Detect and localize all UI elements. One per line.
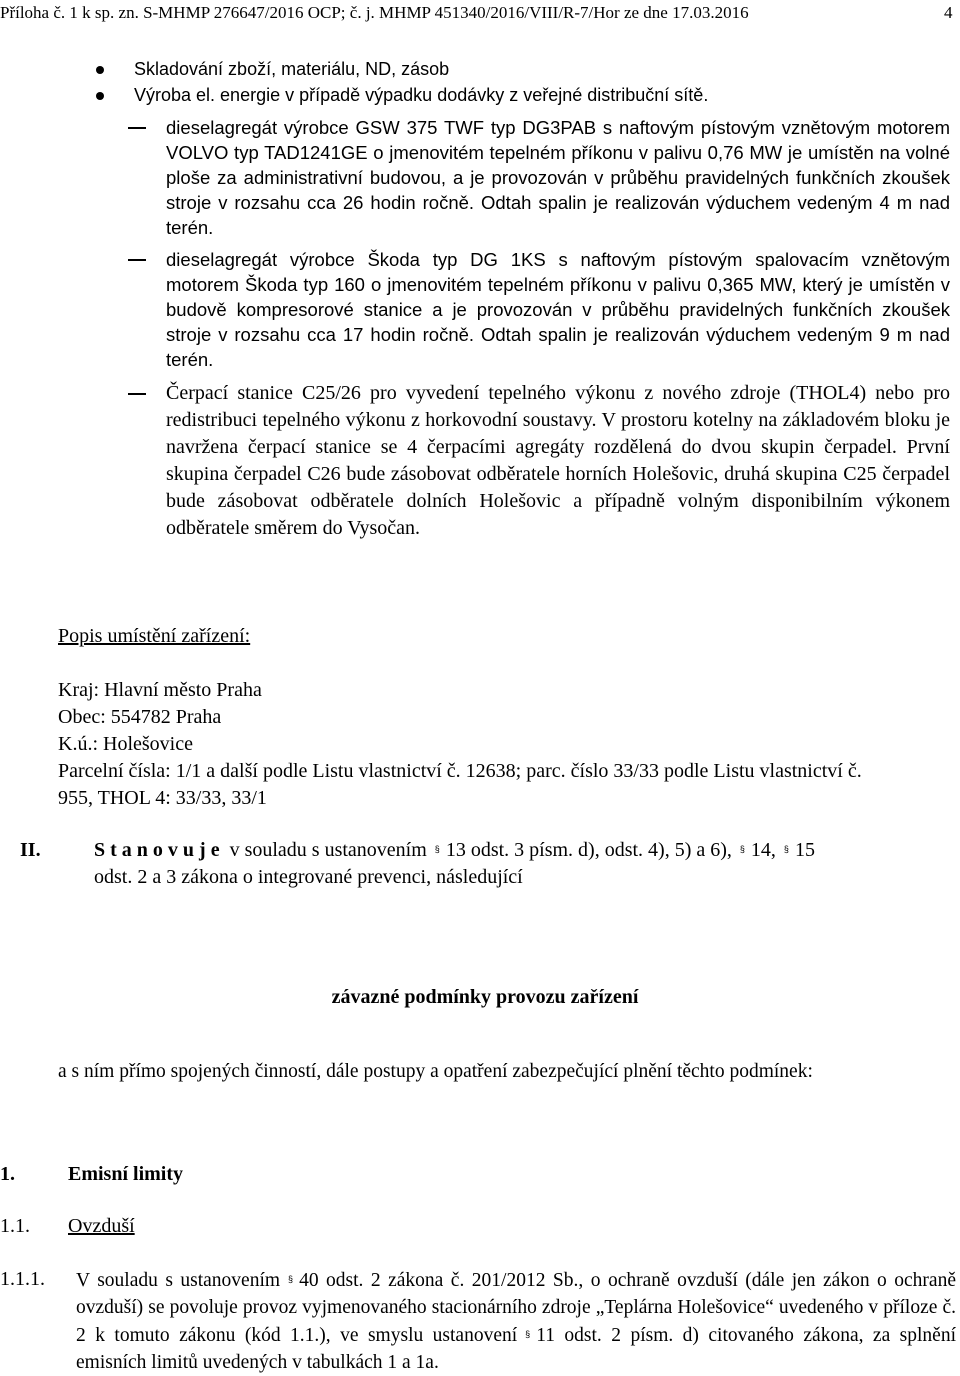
bullet-dot-icon (96, 92, 104, 100)
paragraph-sign-icon: § (525, 1329, 531, 1339)
section-1-1-1-paragraph: V souladu s ustanovením § 40 odst. 2 zákona č. 201/2012 Sb., o ochraně ovzduší (dále jen zákon o ochraně ovzduší) se povoluje provoz vyjmenovaného stacionárního zdroje „Teplárna Holešovice“ uvedeného v příloze č. 2 k tomuto zákonu (kód 1.1.), ve smyslu ustanovení § 11 odst. 2 písm. d) citovaného zákona, za splnění emisních limitů uvedených v tabulkách 1 a 1a. (76, 1266, 956, 1376)
page-number: 4 (944, 3, 953, 22)
location-parcely: Parcelní čísla: 1/1 a další podle Listu vlastnictví č. 12638; parc. číslo 33/33 podle Listu vlastnictví č. 955, THOL 4: 33/33, 33/1 (58, 760, 862, 809)
dash-icon (128, 127, 146, 129)
page-header (0, 2, 960, 24)
section-1-1-title: Ovzduší (68, 1215, 135, 1237)
section-numeral: II. (20, 839, 41, 861)
paragraph-sign-icon: § (288, 1274, 294, 1284)
section-1-number: 1. (0, 1163, 15, 1185)
section-1-1-1-number: 1.1.1. (0, 1268, 45, 1290)
section-1-1-number: 1.1. (0, 1215, 30, 1237)
paragraph-sign-icon: § (739, 844, 745, 854)
location-ku: K.ú.: Holešovice (58, 733, 193, 755)
bullet-dot-icon (96, 66, 104, 74)
section-1-title: Emisní limity (68, 1163, 184, 1185)
dash-icon (128, 259, 146, 261)
paragraph-sign-icon: § (434, 844, 440, 854)
location-kraj: Kraj: Hlavní město Praha (58, 679, 262, 701)
header-reference: Příloha č. 1 k sp. zn. S-MHMP 276647/2016 OCP; č. j. MHMP 451340/2016/VIII/R-7/Hor ze dne 17.03.2016 (0, 3, 749, 22)
paragraph-sign-icon: § (783, 844, 789, 854)
section-verb: Stanovuje (94, 839, 225, 861)
section-II-statement: Stanovuje v souladu s ustanovením § 13 odst. 3 písm. d), odst. 4), 5) a 6), § 14, § 15 odst. 2 a 3 zákona o integrované prevenci, následující (94, 836, 954, 891)
conditions-title: závazné podmínky provozu zařízení (331, 986, 639, 1008)
location-obec: Obec: 554782 Praha (58, 706, 222, 728)
document-page: Příloha č. 1 k sp. zn. S-MHMP 276647/2016 OCP; č. j. MHMP 451340/2016/VIII/R-7/Hor ze dne 17.03.2016 4 Skladování zboží, materiálu, ND, zásob Výroba el. energie v případě výpadku dodávky z veřejné distribuční sítě. dieselagregát výrobce GSW 375 TWF typ DG3PAB s naftovým pístovým vznětovým motorem VOLVO typ TAD1241GE o jmenovitém tepelném příkonu v palivu 0,76 MW je umístěn na volné ploše za administrativní budovou, a je provozován v průběhu pravidelných funkčních zkoušek stroje v rozsahu cca 26 hodin ročně. Odtah spalin je realizován výduchem vedeným 4 m nad terén. dieselagregát výrobce Škoda typ DG 1KS s naftovým pístovým spalovacím vznětovým motorem Škoda typ 160 o jmenovitém tepelném příkonu v palivu 0,365 MW, který je umístěn v budově kompresorové stanice a je provozován v průběhu pravidelných funkčních zkoušek stroje v rozsahu cca 17 hodin ročně. Odtah spalin je realizován výduchem vedeným 9 m nad terén. Čerpací stanice C25/26 pro vyvedení tepelného výkonu z nového zdroje (THOL4) nebo pro redistribuci tepelného výkonu z horkovodní soustavy. V prostoru kotelny na základovém bloku je navržena čerpací stanice se 4 čerpacími agregáty rozdělená do dvou skupin čerpadel. První skupina čerpadel C26 bude zásobovat odběratele horních Holešovic, druhá skupina C25 čerpadel bude zásobovat odběratele dolních Holešovic a případně volným disponibilním výkonem odběratele směrem do Vysočan. Popis umístění zařízení: Kraj: Hlavní město Praha Obec: 554782 Praha K.ú.: Holešovice Parcelní čísla: 1/1 a další podle Listu vlastnictví č. 12638; parc. číslo 33/33 podle Listu vlastnictví č. 955, THOL 4: 33/33, 33/1 II. Stanovuje v souladu s ustanovením § 13 odst. 3 písm. d), odst. 4), 5) a 6), § 14, § 15 odst. 2 a 3 zákona o integrované prevenci, následující závazné podmínky provozu zařízení a s ním přímo spojených činností, dále postupy a opatření zabezpečující plnění těchto podmínek: 1. Emisní limity 1.1. Ovzduší 1.1.1. V souladu s ustanovením § 40 odst. 2 zákona č. 201/2012 Sb., o ochraně ovzduší (dále jen zákon o ochraně ovzduší) se povoluje provoz vyjmenovaného stacionárního zdroje „Teplárna Holešovice“ uvedeného v příloze č. 2 k tomuto zákonu (kód 1.1.), ve smyslu ustanovení § 11 odst. 2 písm. d) citovaného zákona, za splnění emisních limitů uvedených v tabulkách 1 a 1a. (0, 0, 960, 1373)
dash-icon (128, 393, 146, 395)
intro-paragraph: a s ním přímo spojených činností, dále postupy a opatření zabezpečující plnění těchto podmínek: (58, 1061, 813, 1082)
location-heading: Popis umístění zařízení: (58, 625, 251, 647)
